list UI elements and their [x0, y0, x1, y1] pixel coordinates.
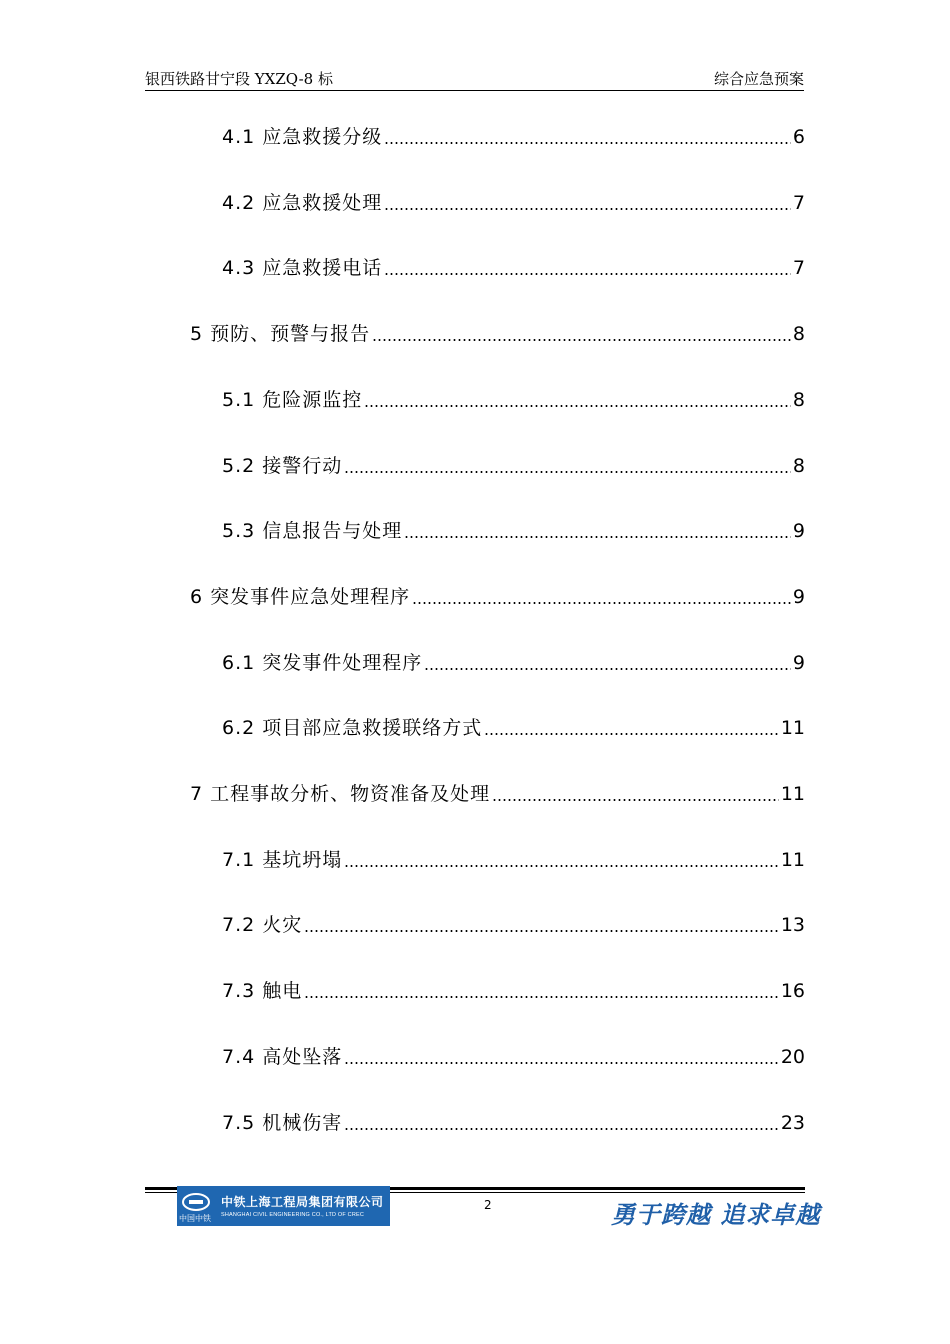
toc-entry-label: 7 工程事故分析、物资准备及处理 [190, 783, 491, 805]
toc-leader-dots [384, 142, 791, 144]
page-number: 2 [484, 1198, 492, 1212]
toc-entry-label: 6 突发事件应急处理程序 [190, 586, 411, 608]
company-slogan: 勇于跨越 追求卓越 [611, 1200, 821, 1229]
company-name-en: SHANGHAI CIVIL ENGINEERING CO., LTD OF CREC [221, 1212, 365, 1218]
toc-entry-page: 8 [792, 323, 805, 345]
toc-entry-page: 8 [792, 455, 805, 477]
toc-entry[interactable] [222, 843, 805, 873]
toc-leader-dots [364, 405, 791, 407]
toc-entry-label: 7.1 基坑坍塌 [222, 849, 343, 871]
toc-entry-page: 11 [780, 783, 805, 805]
toc-entry-label: 5 预防、预警与报告 [190, 323, 371, 345]
toc-entry-label: 4.2 应急救援处理 [222, 192, 383, 214]
toc-entry-page: 11 [780, 717, 805, 739]
toc-entry-page: 6 [792, 126, 805, 148]
toc-entry-label: 7.3 触电 [222, 980, 303, 1002]
toc-entry-label: 5.3 信息报告与处理 [222, 520, 403, 542]
toc-entry[interactable] [222, 514, 805, 544]
toc-entry-page: 9 [792, 520, 805, 542]
toc-leader-dots [344, 471, 791, 473]
toc-entry-page: 13 [780, 914, 805, 936]
emblem-label: 中国中铁 [179, 1214, 211, 1223]
toc-entry-page: 9 [792, 586, 805, 608]
toc-entry[interactable] [222, 449, 805, 479]
toc-entry-page: 7 [792, 257, 805, 279]
toc-leader-dots [372, 339, 791, 341]
toc-leader-dots [384, 273, 791, 275]
toc-entry-page: 16 [780, 980, 805, 1002]
company-name-cn: 中铁上海工程局集团有限公司 [221, 1195, 384, 1209]
toc-entry-label: 7.4 高处坠落 [222, 1046, 343, 1068]
toc-entry-page: 9 [792, 652, 805, 674]
toc-entry-label: 5.1 危险源监控 [222, 389, 363, 411]
toc-entry-label: 6.1 突发事件处理程序 [222, 652, 423, 674]
page-header [145, 66, 804, 91]
toc-leader-dots [384, 208, 791, 210]
toc-entry[interactable] [222, 974, 805, 1004]
toc-entry[interactable] [222, 1040, 805, 1070]
toc-entry[interactable] [222, 646, 805, 676]
toc-entry-label: 4.1 应急救援分级 [222, 126, 383, 148]
toc-leader-dots [344, 1128, 779, 1130]
toc-leader-dots [344, 865, 779, 867]
header-document-title: 综合应急预案 [713, 70, 804, 88]
toc-entry[interactable] [222, 383, 805, 413]
toc-entry-label: 5.2 接警行动 [222, 455, 343, 477]
toc-entry-label: 6.2 项目部应急救援联络方式 [222, 717, 483, 739]
toc-entry[interactable] [190, 580, 805, 610]
toc-entry-page: 8 [792, 389, 805, 411]
toc-leader-dots [344, 1062, 779, 1064]
toc-entry[interactable] [222, 1106, 805, 1136]
toc-entry-page: 20 [780, 1046, 805, 1068]
toc-entry[interactable] [222, 711, 805, 741]
toc-entry-label: 7.2 火灾 [222, 914, 303, 936]
toc-entry[interactable] [222, 251, 805, 281]
toc-entry-page: 11 [780, 849, 805, 871]
toc-leader-dots [304, 996, 779, 998]
toc-leader-dots [304, 930, 779, 932]
toc-entry[interactable] [222, 908, 805, 938]
toc-leader-dots [484, 733, 779, 735]
toc-entry[interactable] [190, 777, 805, 807]
toc-leader-dots [492, 799, 779, 801]
toc-entry-label: 4.3 应急救援电话 [222, 257, 383, 279]
toc-leader-dots [412, 602, 791, 604]
toc-entry[interactable] [222, 186, 805, 216]
company-logo [177, 1186, 390, 1226]
toc-entry-label: 7.5 机械伤害 [222, 1112, 343, 1134]
toc-leader-dots [404, 536, 791, 538]
crec-emblem-icon [181, 1192, 211, 1212]
toc-entry[interactable] [190, 317, 805, 347]
toc-entry-page: 7 [792, 192, 805, 214]
toc-entry[interactable] [222, 120, 805, 150]
header-project-title: 银西铁路甘宁段 YXZQ-8 标 [145, 70, 333, 88]
toc-entry-page: 23 [780, 1112, 805, 1134]
toc-leader-dots [424, 668, 791, 670]
